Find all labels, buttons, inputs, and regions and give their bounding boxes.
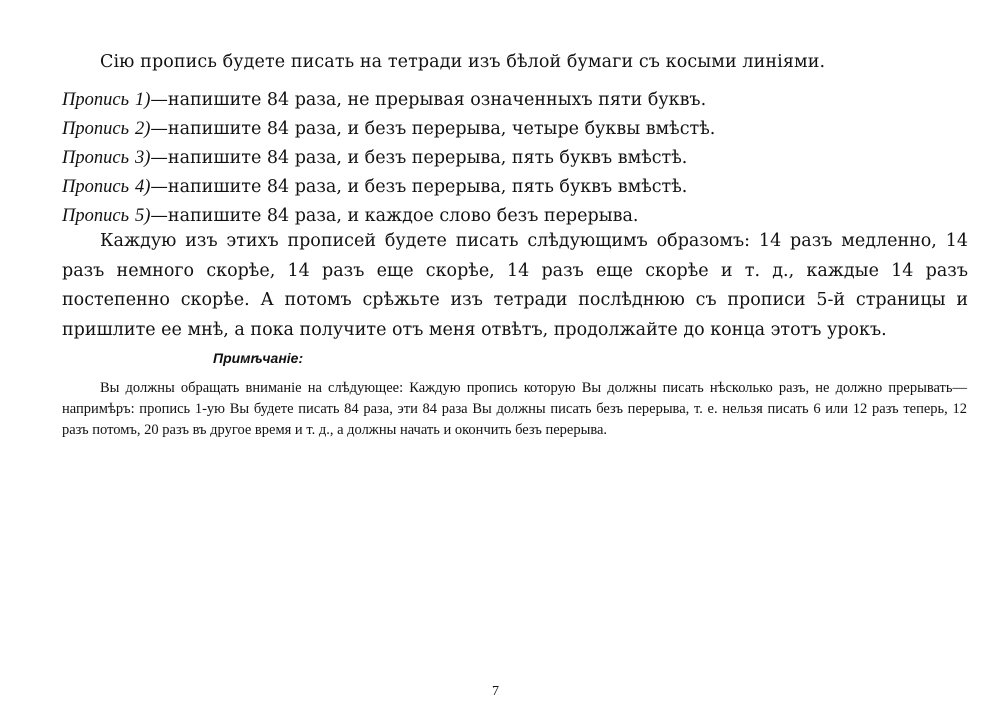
rules-list xyxy=(62,86,715,231)
rule-item xyxy=(62,173,715,202)
rule-label: Пропись xyxy=(62,90,129,110)
rule-item xyxy=(62,144,715,173)
rule-label: Пропись xyxy=(62,119,129,139)
rule-item xyxy=(62,86,715,115)
rule-text: —напишите 84 раза, и каждое слово безъ перерыва. xyxy=(150,206,639,226)
rule-text: —напишите 84 раза, и безъ перерыва, пять буквъ вмѣстѣ. xyxy=(150,177,688,197)
rule-text: —напишите 84 раза, не прерывая означенныхъ пяти буквъ. xyxy=(150,90,707,110)
rule-number: 3) xyxy=(135,148,151,168)
note-title: Примѣчаніе: xyxy=(213,350,304,366)
rule-label: Пропись xyxy=(62,206,129,226)
rule-label: Пропись xyxy=(62,148,129,168)
page-number: 7 xyxy=(492,684,499,699)
instructions-paragraph: Каждую изъ этихъ прописей будете писать слѣдующимъ образомъ: 14 разъ медленно, 14 разъ немного скорѣе, 14 разъ еще скорѣе, 14 разъ еще скорѣе и т. д., каждые 14 разъ постепенно скорѣе. А потомъ срѣжьте изъ тетради послѣднюю съ прописи 5-й страницы и пришлите ее мнѣ, а пока получите отъ меня отвѣтъ, продолжайте до конца этотъ урокъ. xyxy=(62,231,968,340)
intro-line: Сію пропись будете писать на тетради изъ бѣлой бумаги съ косыми линіями. xyxy=(100,52,826,72)
rule-text: —напишите 84 раза, и безъ перерыва, пять буквъ вмѣстѣ. xyxy=(150,148,688,168)
rule-number: 4) xyxy=(135,177,151,197)
note-text: Вы должны обращать вниманіе на слѣдующее: Каждую пропись которую Вы должны писать нѣсколько разъ, не должно прерывать—напримѣръ: пропись 1-ую Вы будете писать 84 раза, эти 84 раза Вы должны писать безъ перерыва, т. е. нельзя писать 6 или 12 разъ теперь, 12 разъ потомъ, 20 разъ въ другое время и т. д., а должны начать и окончить безъ перерыва. xyxy=(62,380,967,438)
rule-number: 1) xyxy=(135,90,151,110)
rule-label: Пропись xyxy=(62,177,129,197)
rule-number: 2) xyxy=(135,119,151,139)
rule-number: 5) xyxy=(135,206,151,226)
rule-item xyxy=(62,115,715,144)
rule-text: —напишите 84 раза, и безъ перерыва, четыре буквы вмѣстѣ. xyxy=(150,119,716,139)
